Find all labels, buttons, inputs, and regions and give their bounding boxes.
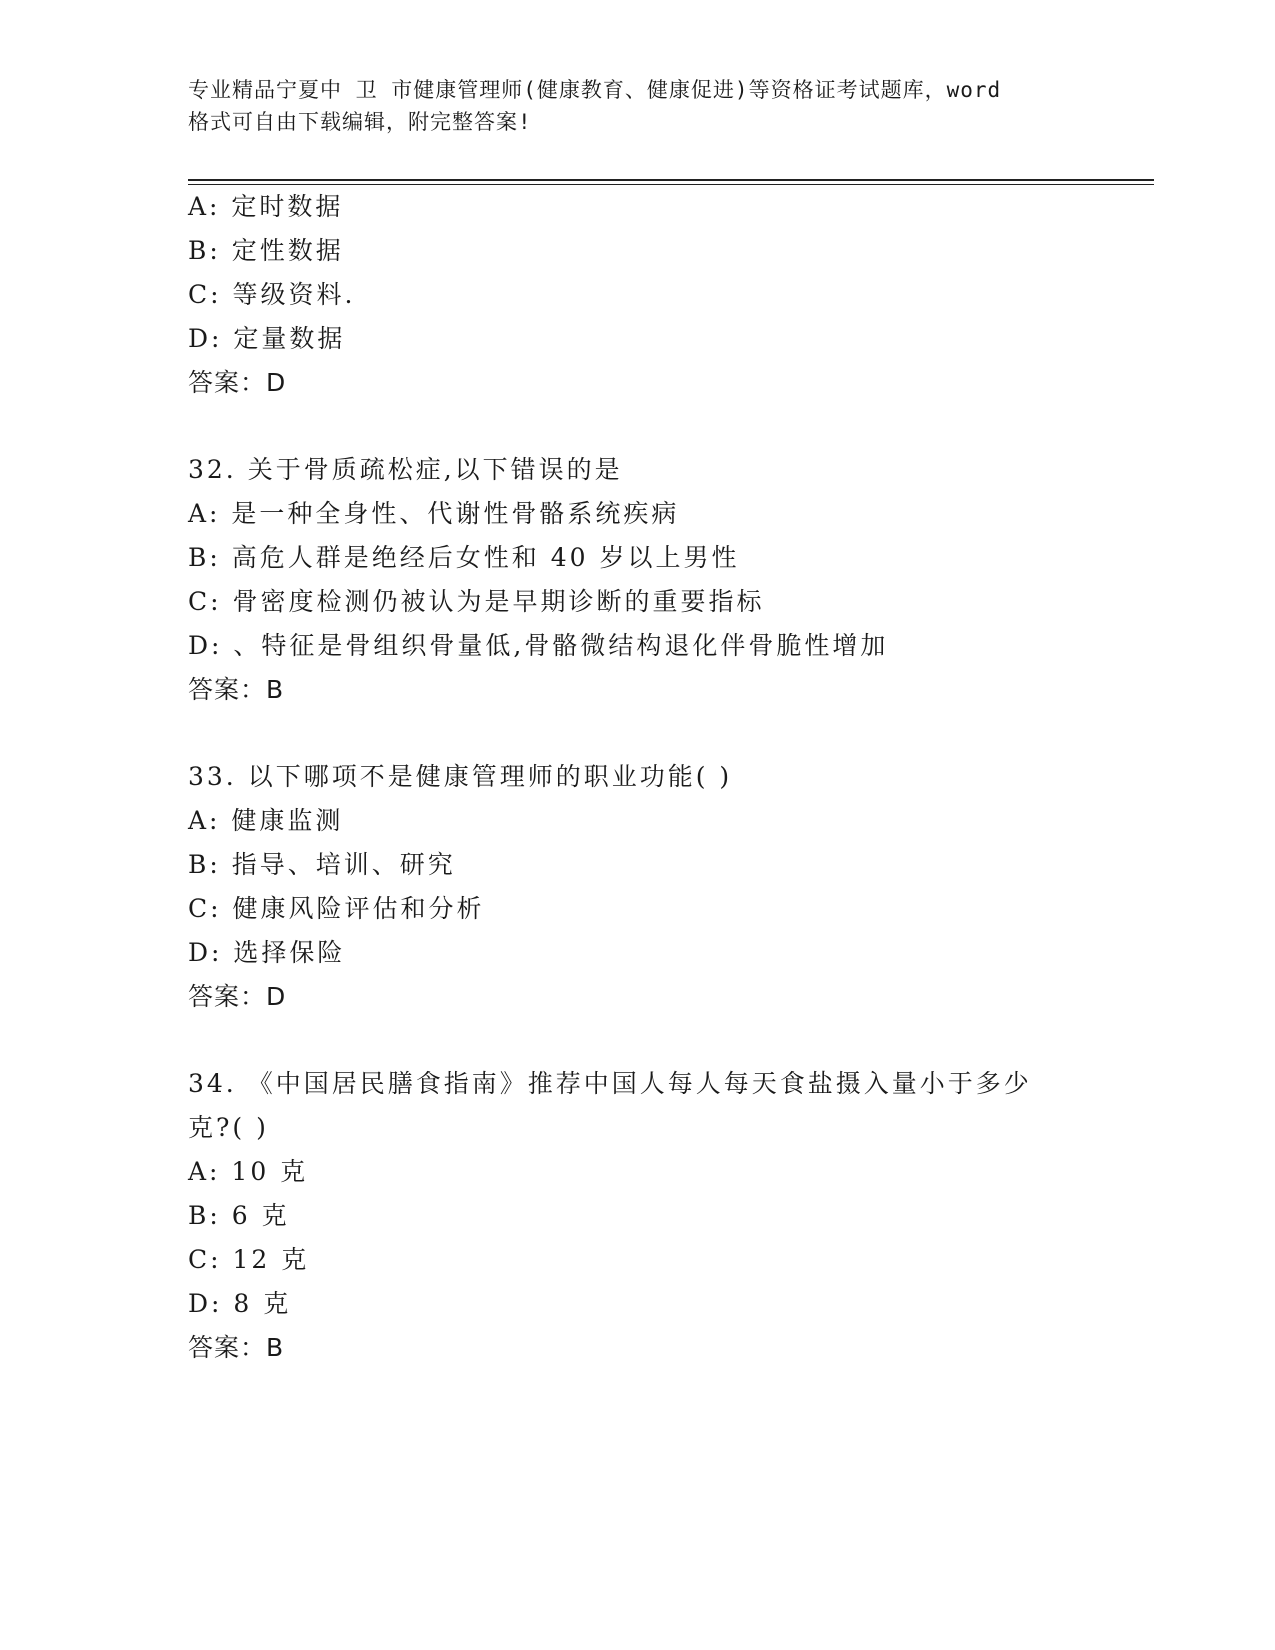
header-line-2: 格式可自由下载编辑，附完整答案! <box>188 110 532 134</box>
q32-option-d: D: 、特征是骨组织骨量低,骨骼微结构退化伴骨脆性增加 <box>188 631 889 660</box>
q33-answer: 答案：D <box>188 982 287 1011</box>
q31-option-a: A: 定时数据 <box>188 192 344 221</box>
q34-option-c: C: 12 克 <box>188 1245 310 1274</box>
q34-stem-continued: 克?( ) <box>188 1113 269 1142</box>
q34-option-b: B: 6 克 <box>188 1201 290 1230</box>
q31-option-b: B: 定性数据 <box>188 236 344 265</box>
q32-option-c: C: 骨密度检测仍被认为是早期诊断的重要指标 <box>188 587 765 616</box>
q34-option-d: D: 8 克 <box>188 1289 292 1318</box>
q32-option-b: B: 高危人群是绝经后女性和 40 岁以上男性 <box>188 543 740 572</box>
header-line-1: 专业精品宁夏中 卫 市健康管理师(健康教育、健康促进)等资格证考试题库，word <box>188 78 1002 102</box>
q32-answer: 答案：B <box>188 675 285 704</box>
q33-option-b: B: 指导、培训、研究 <box>188 850 456 879</box>
q32-stem: 32. 关于骨质疏松症,以下错误的是 <box>188 455 623 484</box>
q31-option-c: C: 等级资料. <box>188 280 356 309</box>
q34-option-a: A: 10 克 <box>188 1157 309 1186</box>
q34-stem: 34. 《中国居民膳食指南》推荐中国人每人每天食盐摄入量小于多少 <box>188 1069 1032 1098</box>
q32-option-a: A: 是一种全身性、代谢性骨骼系统疾病 <box>188 499 680 528</box>
q31-option-d: D: 定量数据 <box>188 324 346 353</box>
q33-option-d: D: 选择保险 <box>188 938 346 967</box>
q31-answer: 答案：D <box>188 368 287 397</box>
document-header <box>188 74 1108 138</box>
q34-answer: 答案：B <box>188 1333 285 1362</box>
q33-option-c: C: 健康风险评估和分析 <box>188 894 485 923</box>
header-divider-thick <box>188 179 1154 181</box>
header-divider-thin <box>188 184 1154 185</box>
q33-stem: 33. 以下哪项不是健康管理师的职业功能( ) <box>188 762 733 791</box>
q33-option-a: A: 健康监测 <box>188 806 344 835</box>
